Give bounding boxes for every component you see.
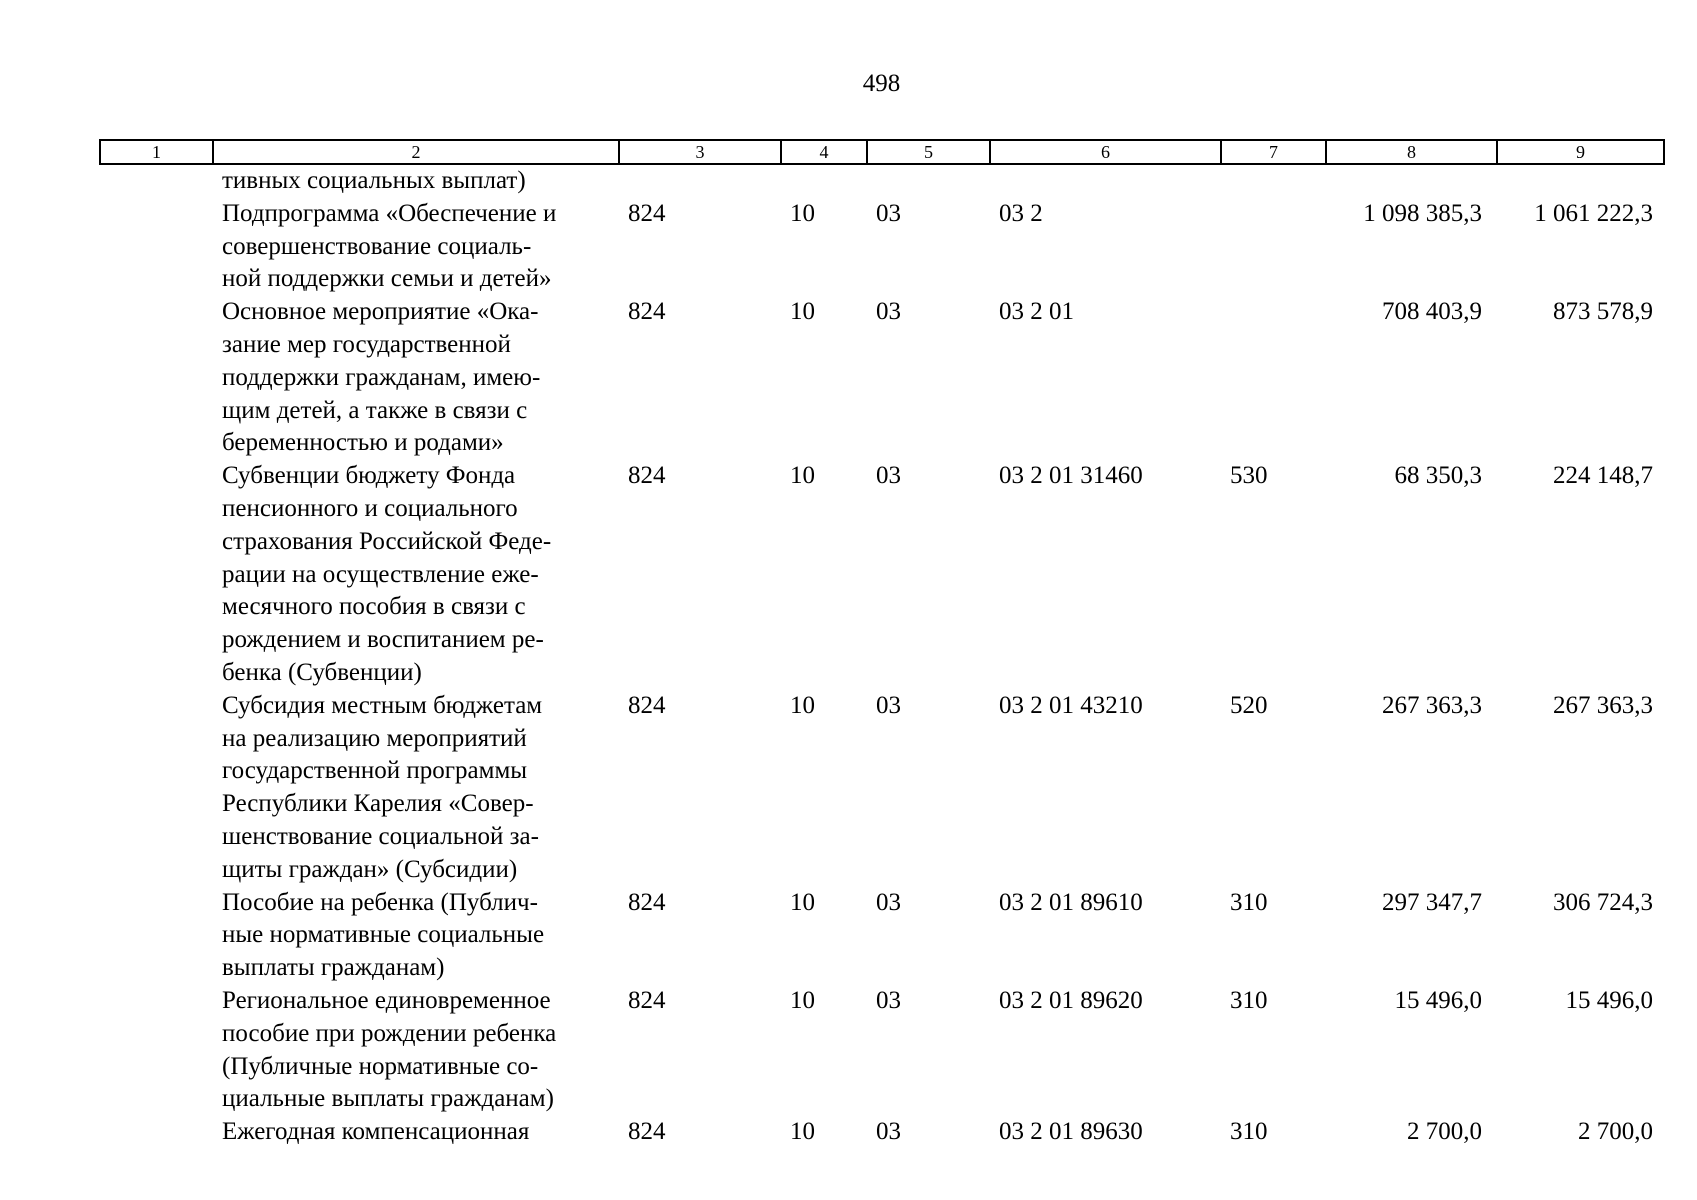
column-number-2: 2 [212,141,618,163]
target-article-cell: 03 2 01 89630 [999,1118,1143,1146]
section-cell: 10 [790,462,815,490]
item-name-line: Пособие на ребенка (Публич- [222,888,538,916]
expense-type-cell [1218,296,1323,460]
subsection-cell [864,165,987,198]
amount-col9-cell: 306 724,3 [1553,888,1653,916]
item-name-line: тивных социальных выплат) [222,167,526,194]
amount-col9-cell: 2 700,0 [1578,1118,1653,1146]
expense-type-cell [1218,165,1323,198]
item-name-line: на реализацию мероприятий [222,724,527,752]
item-name-line: щим детей, а также в связи с [222,396,528,424]
item-name-line: выплаты гражданам) [222,954,445,982]
table-row [99,887,1665,985]
row-number-cell [99,690,210,887]
section-cell [778,165,864,198]
code-cell: 824 [628,888,666,916]
item-name-line: Субвенции бюджету Фонда [222,462,516,490]
code-cell: 824 [628,298,666,326]
amount-col8-cell: 708 403,9 [1382,298,1482,326]
budget-table-body [99,165,1665,1149]
expense-type-cell: 310 [1230,1118,1268,1146]
column-number-7: 7 [1220,141,1325,163]
item-name-line: Ежегодная компенсационная [222,1118,530,1146]
target-article-cell: 03 2 01 43210 [999,691,1143,719]
column-number-3: 3 [618,141,780,163]
subsection-cell: 03 [876,888,901,916]
subsection-cell: 03 [876,986,901,1014]
subsection-cell: 03 [876,199,901,227]
item-name-line: щиты граждан» (Субсидии) [222,855,518,883]
item-name-cell [210,690,616,887]
table-column-numbers-header [99,139,1665,165]
amount-col9-cell: 873 578,9 [1553,298,1653,326]
table-row [99,198,1665,296]
column-number-6: 6 [989,141,1220,163]
row-number-cell [99,985,210,1116]
target-article-cell: 03 2 01 89610 [999,888,1143,916]
item-name-line: пенсионного и социального [222,494,518,522]
target-article-cell: 03 2 [999,199,1043,227]
section-cell: 10 [790,691,815,719]
item-name-line: Подпрограмма «Обеспечение и [222,199,557,227]
target-article-cell: 03 2 01 [999,298,1074,326]
item-name-line: шенствование социальной за- [222,822,539,850]
section-cell: 10 [790,199,815,227]
amount-col8-cell: 2 700,0 [1407,1118,1482,1146]
row-number-cell [99,296,210,460]
column-number-9: 9 [1496,141,1663,163]
row-number-cell [99,198,210,296]
column-number-4: 4 [780,141,866,163]
section-cell: 10 [790,298,815,326]
table-row [99,690,1665,887]
code-cell [616,165,778,198]
item-name-cell [210,887,616,985]
expense-type-cell: 310 [1230,888,1268,916]
expense-type-cell: 310 [1230,986,1268,1014]
page-number: 498 [862,70,901,97]
subsection-cell: 03 [876,691,901,719]
item-name-cell [210,985,616,1116]
item-name-line: совершенствование социаль- [222,232,532,260]
target-article-cell: 03 2 01 89620 [999,986,1143,1014]
row-number-cell [99,165,210,198]
column-number-8: 8 [1325,141,1496,163]
item-name-cell [210,460,616,690]
expense-type-cell: 520 [1230,691,1268,719]
item-name-line: беременностью и родами» [222,429,504,457]
subsection-cell: 03 [876,298,901,326]
item-name-line: зание мер государственной [222,330,511,358]
item-name-line: бенка (Субвенции) [222,658,422,686]
item-name-cell [210,1116,616,1149]
table-row [99,296,1665,460]
row-number-cell [99,460,210,690]
subsection-cell: 03 [876,1118,901,1146]
table-row [99,1116,1665,1149]
table-row [99,985,1665,1116]
item-name-line: месячного пособия в связи с [222,593,526,621]
item-name-line: циальные выплаты гражданам) [222,1085,554,1113]
item-name-line: государственной программы [222,757,528,785]
amount-col8-cell: 267 363,3 [1382,691,1482,719]
subsection-cell: 03 [876,462,901,490]
column-number-1: 1 [152,142,161,162]
amount-col9-cell [1494,165,1665,198]
amount-col8-cell: 15 496,0 [1394,986,1482,1014]
amount-col9-cell: 267 363,3 [1553,691,1653,719]
code-cell: 824 [628,691,666,719]
amount-col8-cell: 68 350,3 [1394,462,1482,490]
row-number-cell [99,1116,210,1149]
item-name-line: рождением и воспитанием ре- [222,626,544,654]
item-name-line: рации на осуществление еже- [222,560,539,588]
item-name-line: Основное мероприятие «Ока- [222,298,539,326]
section-cell: 10 [790,986,815,1014]
expense-type-cell: 530 [1230,462,1268,490]
item-name-line: поддержки гражданам, имею- [222,363,541,391]
item-name-line: Республики Карелия «Совер- [222,790,534,818]
item-name-cell [210,165,616,198]
amount-col9-cell: 224 148,7 [1553,462,1653,490]
target-article-cell: 03 2 01 31460 [999,462,1143,490]
table-row [99,165,1665,198]
item-name-line: страхования Российской Феде- [222,527,552,555]
amount-col9-cell: 1 061 222,3 [1534,199,1653,227]
amount-col8-cell [1323,165,1494,198]
column-number-5: 5 [866,141,989,163]
code-cell: 824 [628,1118,666,1146]
amount-col8-cell: 297 347,7 [1382,888,1482,916]
section-cell: 10 [790,1118,815,1146]
item-name-line: ной поддержки семьи и детей» [222,265,552,293]
row-number-cell [99,887,210,985]
item-name-line: Субсидия местным бюджетам [222,691,543,719]
amount-col8-cell: 1 098 385,3 [1363,199,1482,227]
expense-type-cell [1218,198,1323,296]
target-article-cell [987,165,1218,198]
code-cell: 824 [628,199,666,227]
code-cell: 824 [628,986,666,1014]
item-name-line: Региональное единовременное [222,986,551,1014]
code-cell: 824 [628,462,666,490]
section-cell: 10 [790,888,815,916]
item-name-cell [210,296,616,460]
item-name-cell [210,198,616,296]
table-row [99,460,1665,690]
item-name-line: пособие при рождении ребенка [222,1019,557,1047]
item-name-line: ные нормативные социальные [222,921,545,949]
amount-col9-cell: 15 496,0 [1565,986,1653,1014]
item-name-line: (Публичные нормативные со- [222,1052,539,1080]
